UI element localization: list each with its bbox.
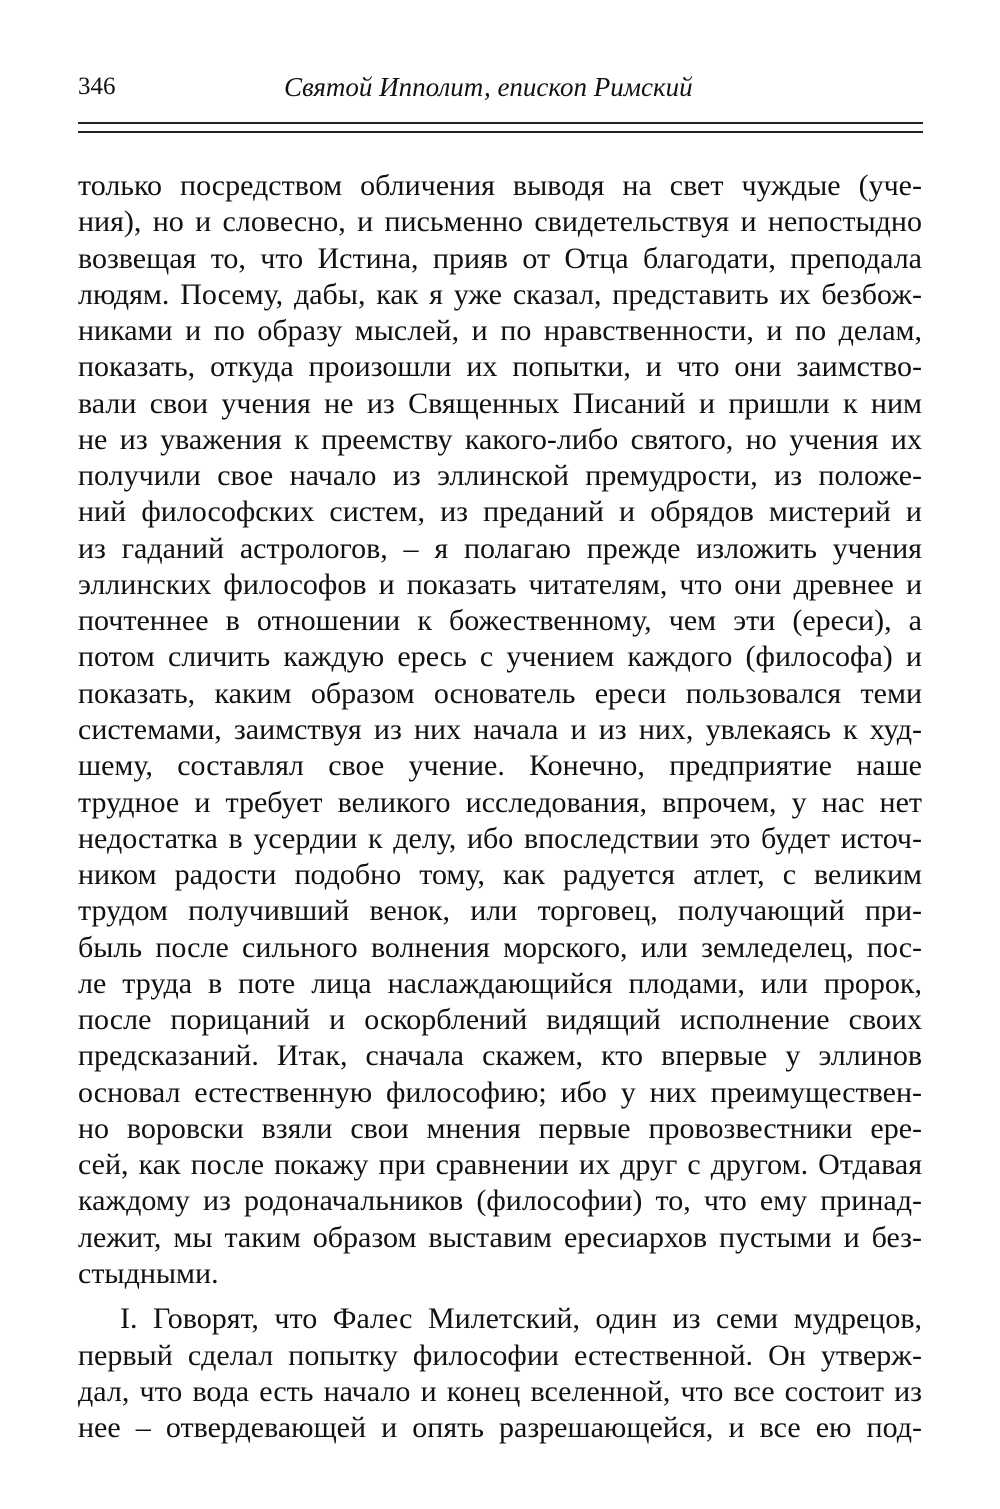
text-line: эллинских философов и показать читателям, что они древнее и [78,567,922,601]
text-line: предсказаний. Итак, сначала скажем, кто впервые у эллинов [78,1039,922,1073]
text-line: получили свое начало из эллинской премудрости, из положе- [78,459,922,493]
text-line: но воровски взяли свои мнения первые провозвестники ере- [78,1111,922,1145]
text-line: никами и по образу мыслей, и по нравственности, и по делам, [78,314,922,348]
header-rule-bottom [78,131,923,133]
text-line: недостатка в усердии к делу, ибо впоследствии это будет источ- [78,821,922,855]
text-line: I. Говорят, что Фалес Милетский, один из семи мудрецов, [120,1302,922,1336]
text-line: вали свои учения не из Священных Писаний и пришли к ним [78,386,922,420]
text-line: показать, откуда произошли их попытки, и что они заимство- [78,350,922,384]
text-line: стыдными. [78,1256,219,1290]
text-line: нее – отвердевающей и опять разрешающейся, и все ею под- [78,1411,922,1445]
text-line: ником радости подобно тому, как радуется атлет, с великим [78,858,922,892]
text-line: основал естественную философию; ибо у них преимуществен- [78,1075,922,1109]
text-line: быль после сильного волнения морского, или земледелец, пос- [78,930,922,964]
text-line: показать, каким образом основатель ереси пользовался теми [78,676,922,710]
paragraph [78,1301,922,1446]
text-line: возвещая то, что Истина, прияв от Отца благодати, преподала [78,241,922,275]
text-line: людям. Посему, дабы, как я уже сказал, представить их безбож- [78,277,922,311]
running-title: Святой Ипполит, епископ Римский [284,72,693,102]
paragraph-gap [78,1292,922,1301]
text-line: ния), но и словесно, и письменно свидетельствуя и непостыдно [78,205,922,239]
text-line: почтеннее в отношении к божественному, чем эти (ереси), а [78,604,922,638]
page-number: 346 [78,73,116,100]
text-line: каждому из родоначальников (философии) то, что ему принад- [78,1184,922,1218]
text-line: первый сделал попытку философии естественной. Он утверж- [78,1338,922,1372]
running-head [78,70,923,110]
text-line: потом сличить каждую ересь с учением каждого (философа) и [78,640,922,674]
body-text [78,168,922,1446]
text-line: трудное и требует великого исследования, впрочем, у нас нет [78,785,922,819]
text-line: шему, составлял свое учение. Конечно, предприятие наше [78,749,922,783]
text-line: после порицаний и оскорблений видящий исполнение своих [78,1003,922,1037]
text-line: только посредством обличения выводя на свет чуждые (уче- [78,169,922,202]
text-line: дал, что вода есть начало и конец вселенной, что все состоит из [78,1374,922,1408]
text-line: трудом получивший венок, или торговец, получающий при- [78,894,922,928]
text-line: ле труда в поте лица наслаждающийся плодами, или пророк, [78,966,922,1000]
text-line: лежит, мы таким образом выставим ересиархов пустыми и без- [78,1220,922,1254]
text-line: из гаданий астрологов, – я полагаю прежде изложить учения [78,531,922,565]
text-line: не из уважения к преемству какого-либо святого, но учения их [78,422,922,456]
text-line: ний философских систем, из преданий и обрядов мистерий и [78,495,922,529]
text-line: сей, как после покажу при сравнении их друг с другом. Отдавая [78,1148,922,1182]
paragraph [78,168,922,1292]
text-line: системами, заимствуя из них начала и из них, увлекаясь к худ- [78,712,922,746]
header-rule-top [78,122,923,124]
